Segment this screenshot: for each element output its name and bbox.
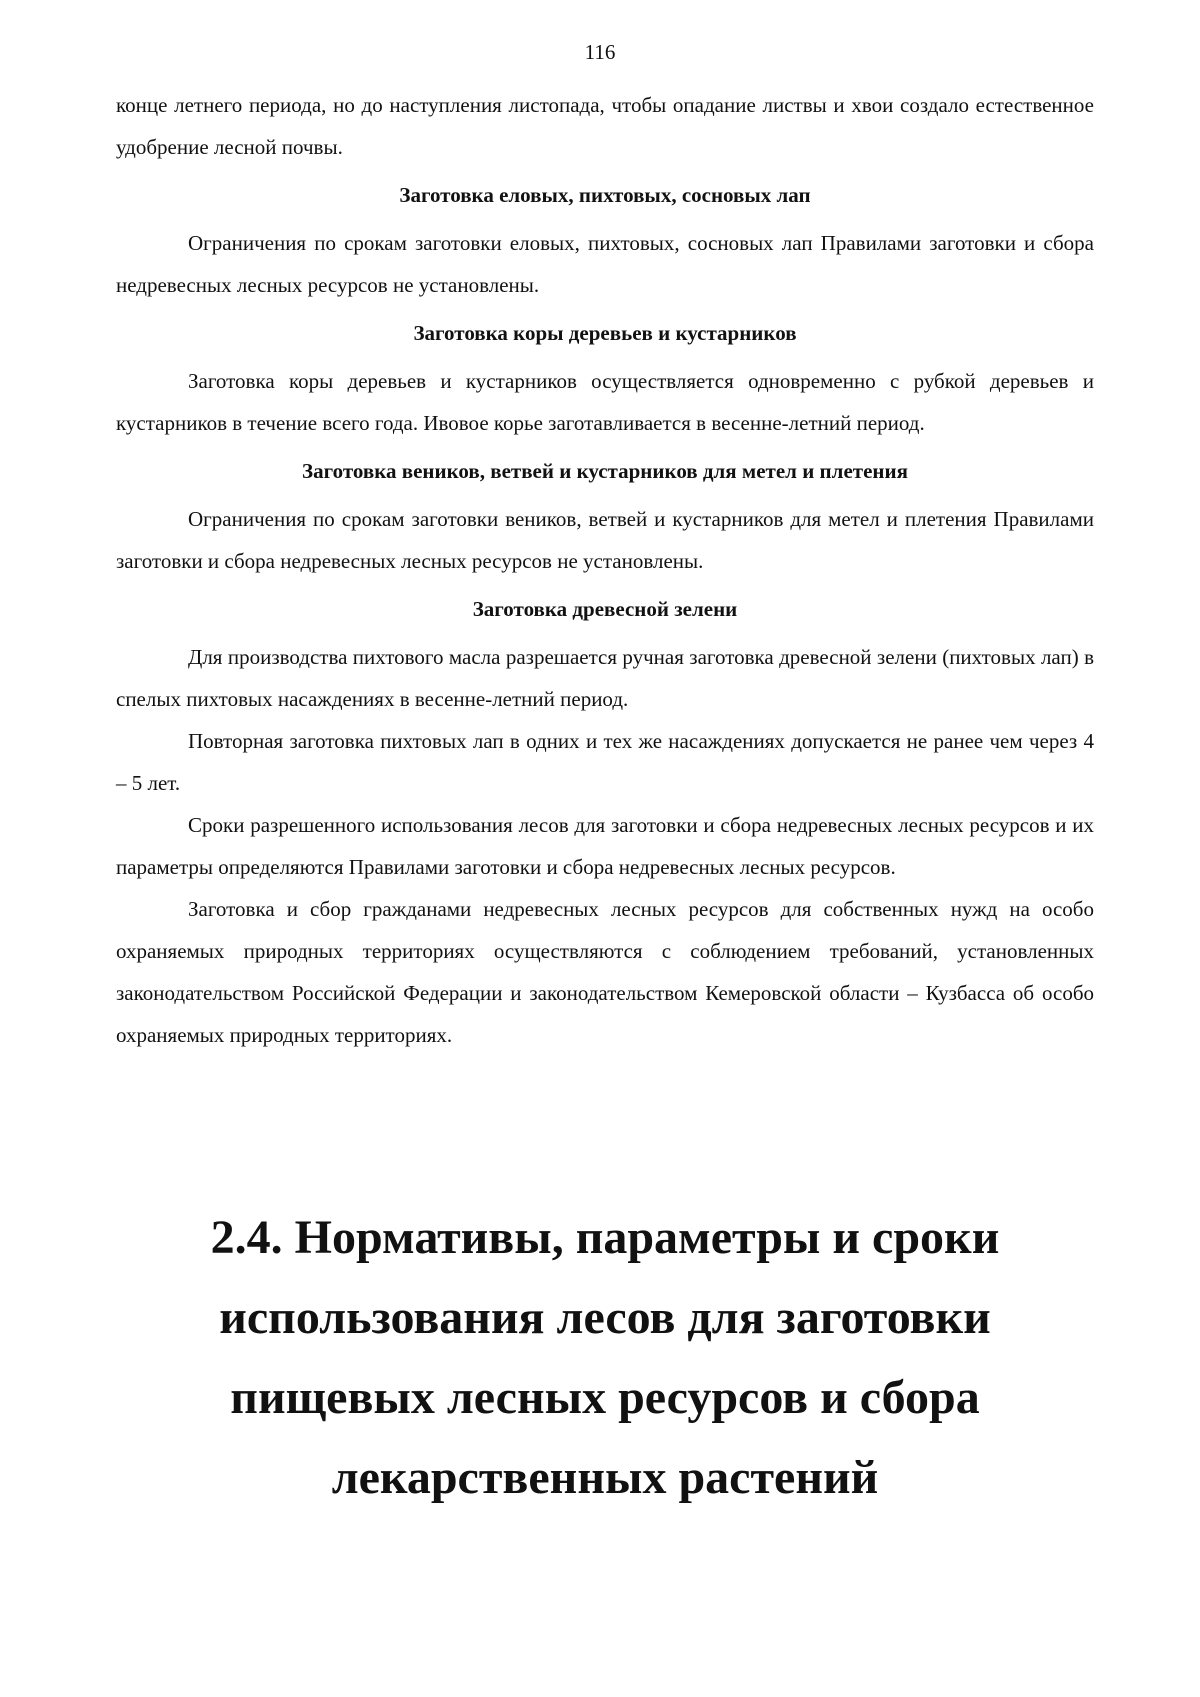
section-title-line: использования лесов для заготовки [219, 1291, 991, 1344]
section-title-line: 2.4. Нормативы, параметры и сроки [210, 1211, 1000, 1264]
section-title-line: пищевых лесных ресурсов и сбора [230, 1371, 980, 1424]
paragraph-fir-oil: Для производства пихтового масла разрешается ручная заготовка древесной зелени (пихтовых лап) в спелых пихтовых насаждениях в весенне-летний период. [116, 645, 1094, 711]
paragraph-brooms-limits: Ограничения по срокам заготовки веников, ветвей и кустарников для метел и плетения Правилами заготовки и сбора недревесных лесных ресурсов не установлены. [116, 507, 1094, 573]
section-title-line: лекарственных растений [331, 1451, 879, 1504]
paragraph-protected-areas: Заготовка и сбор гражданами недревесных лесных ресурсов для собственных нужд на особо охраняемых природных территориях осуществляются с соблюдением требований, установленных законодательством Российской Федерации и законодательством Кемеровской области – Кузбасса об особо охраняемых природных территориях. [116, 897, 1094, 1047]
body-text [116, 84, 1094, 1056]
section-title [116, 1198, 1094, 1518]
paragraph-repeat-harvest: Повторная заготовка пихтовых лап в одних и тех же насаждениях допускается не ранее чем через 4 – 5 лет. [116, 729, 1094, 795]
subheading-spruce-fir-pine-branches: Заготовка еловых, пихтовых, сосновых лап [399, 183, 811, 207]
paragraph-permitted-terms: Сроки разрешенного использования лесов для заготовки и сбора недревесных лесных ресурсов и их параметры определяются Правилами заготовки и сбора недревесных лесных ресурсов. [116, 813, 1094, 879]
paragraph-bark: Заготовка коры деревьев и кустарников осуществляется одновременно с рубкой деревьев и кустарников в течение всего года. Ивовое корье заготавливается в весенне-летний период. [116, 369, 1094, 435]
subheading-bark: Заготовка коры деревьев и кустарников [413, 321, 797, 345]
paragraph-summer-period: конце летнего периода, но до наступления листопада, чтобы опадание листвы и хвои создало естественное удобрение лесной почвы. [116, 93, 1094, 159]
subheading-brooms-branches: Заготовка веников, ветвей и кустарников для метел и плетения [302, 459, 908, 483]
subheading-tree-greenery: Заготовка древесной зелени [472, 597, 738, 621]
page-number: 116 [584, 40, 616, 64]
paragraph-branches-limits: Ограничения по срокам заготовки еловых, пихтовых, сосновых лап Правилами заготовки и сбора недревесных лесных ресурсов не установлены. [116, 231, 1094, 297]
